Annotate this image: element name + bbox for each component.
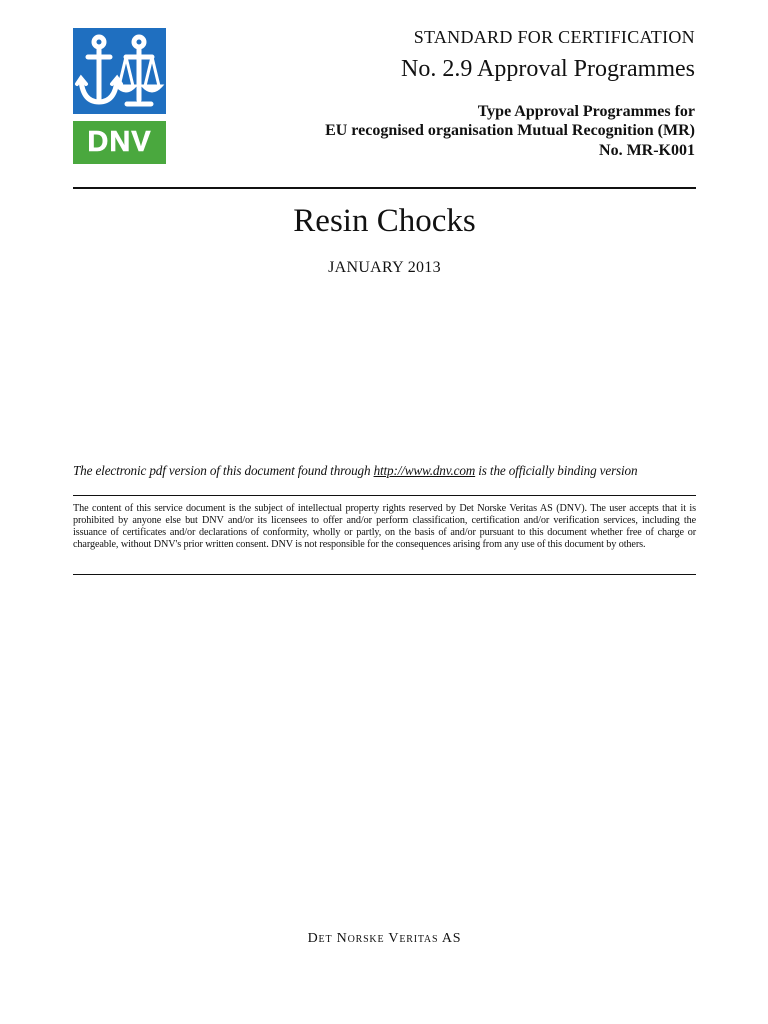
- scales-icon: [117, 37, 161, 104]
- binding-text-after: is the officially binding version: [475, 463, 638, 478]
- notice-bottom-divider: [73, 574, 696, 575]
- document-title: Resin Chocks: [293, 203, 476, 239]
- anchor-icon: [77, 37, 121, 102]
- publisher-footer: Det Norske Veritas AS: [307, 931, 462, 946]
- ip-rights-notice: The content of this service document is the subject of intellectual property rights reserved by Det Norske Veritas AS (DNV). The user accepts that it is prohibited by anyone else but DNV and/or its licensees to offer and/or perform classification, certification and/or verification services, including the issuance of certificates and/or declarations of conformity, wholly or partly, on the basis of and/or pursuant to this document whether free of charge or chargeable, without DNV's prior written consent. DNV is not responsible for the consequences arising from any use of this document by others.: [73, 503, 696, 550]
- standard-number: No. 2.9 Approval Programmes: [401, 56, 695, 82]
- document-date: JANUARY 2013: [328, 259, 441, 276]
- dnv-logo-emblem: [73, 28, 166, 114]
- subtitle-line-3: No. MR-K001: [599, 142, 695, 159]
- binding-version-note: [73, 463, 696, 479]
- logo-text: DNV: [87, 126, 152, 158]
- notice-top-divider: [73, 495, 696, 496]
- standard-heading: STANDARD FOR CERTIFICATION: [413, 27, 695, 47]
- dnv-logo-wordmark: [73, 121, 166, 164]
- binding-text-before: The electronic pdf version of this document found through: [73, 463, 374, 478]
- dnv-website-link[interactable]: http://www.dnv.com: [373, 463, 476, 478]
- subtitle-line-1: Type Approval Programmes for: [477, 103, 695, 120]
- header-divider: [73, 187, 696, 189]
- subtitle-line-2: EU recognised organisation Mutual Recognition (MR): [325, 122, 695, 139]
